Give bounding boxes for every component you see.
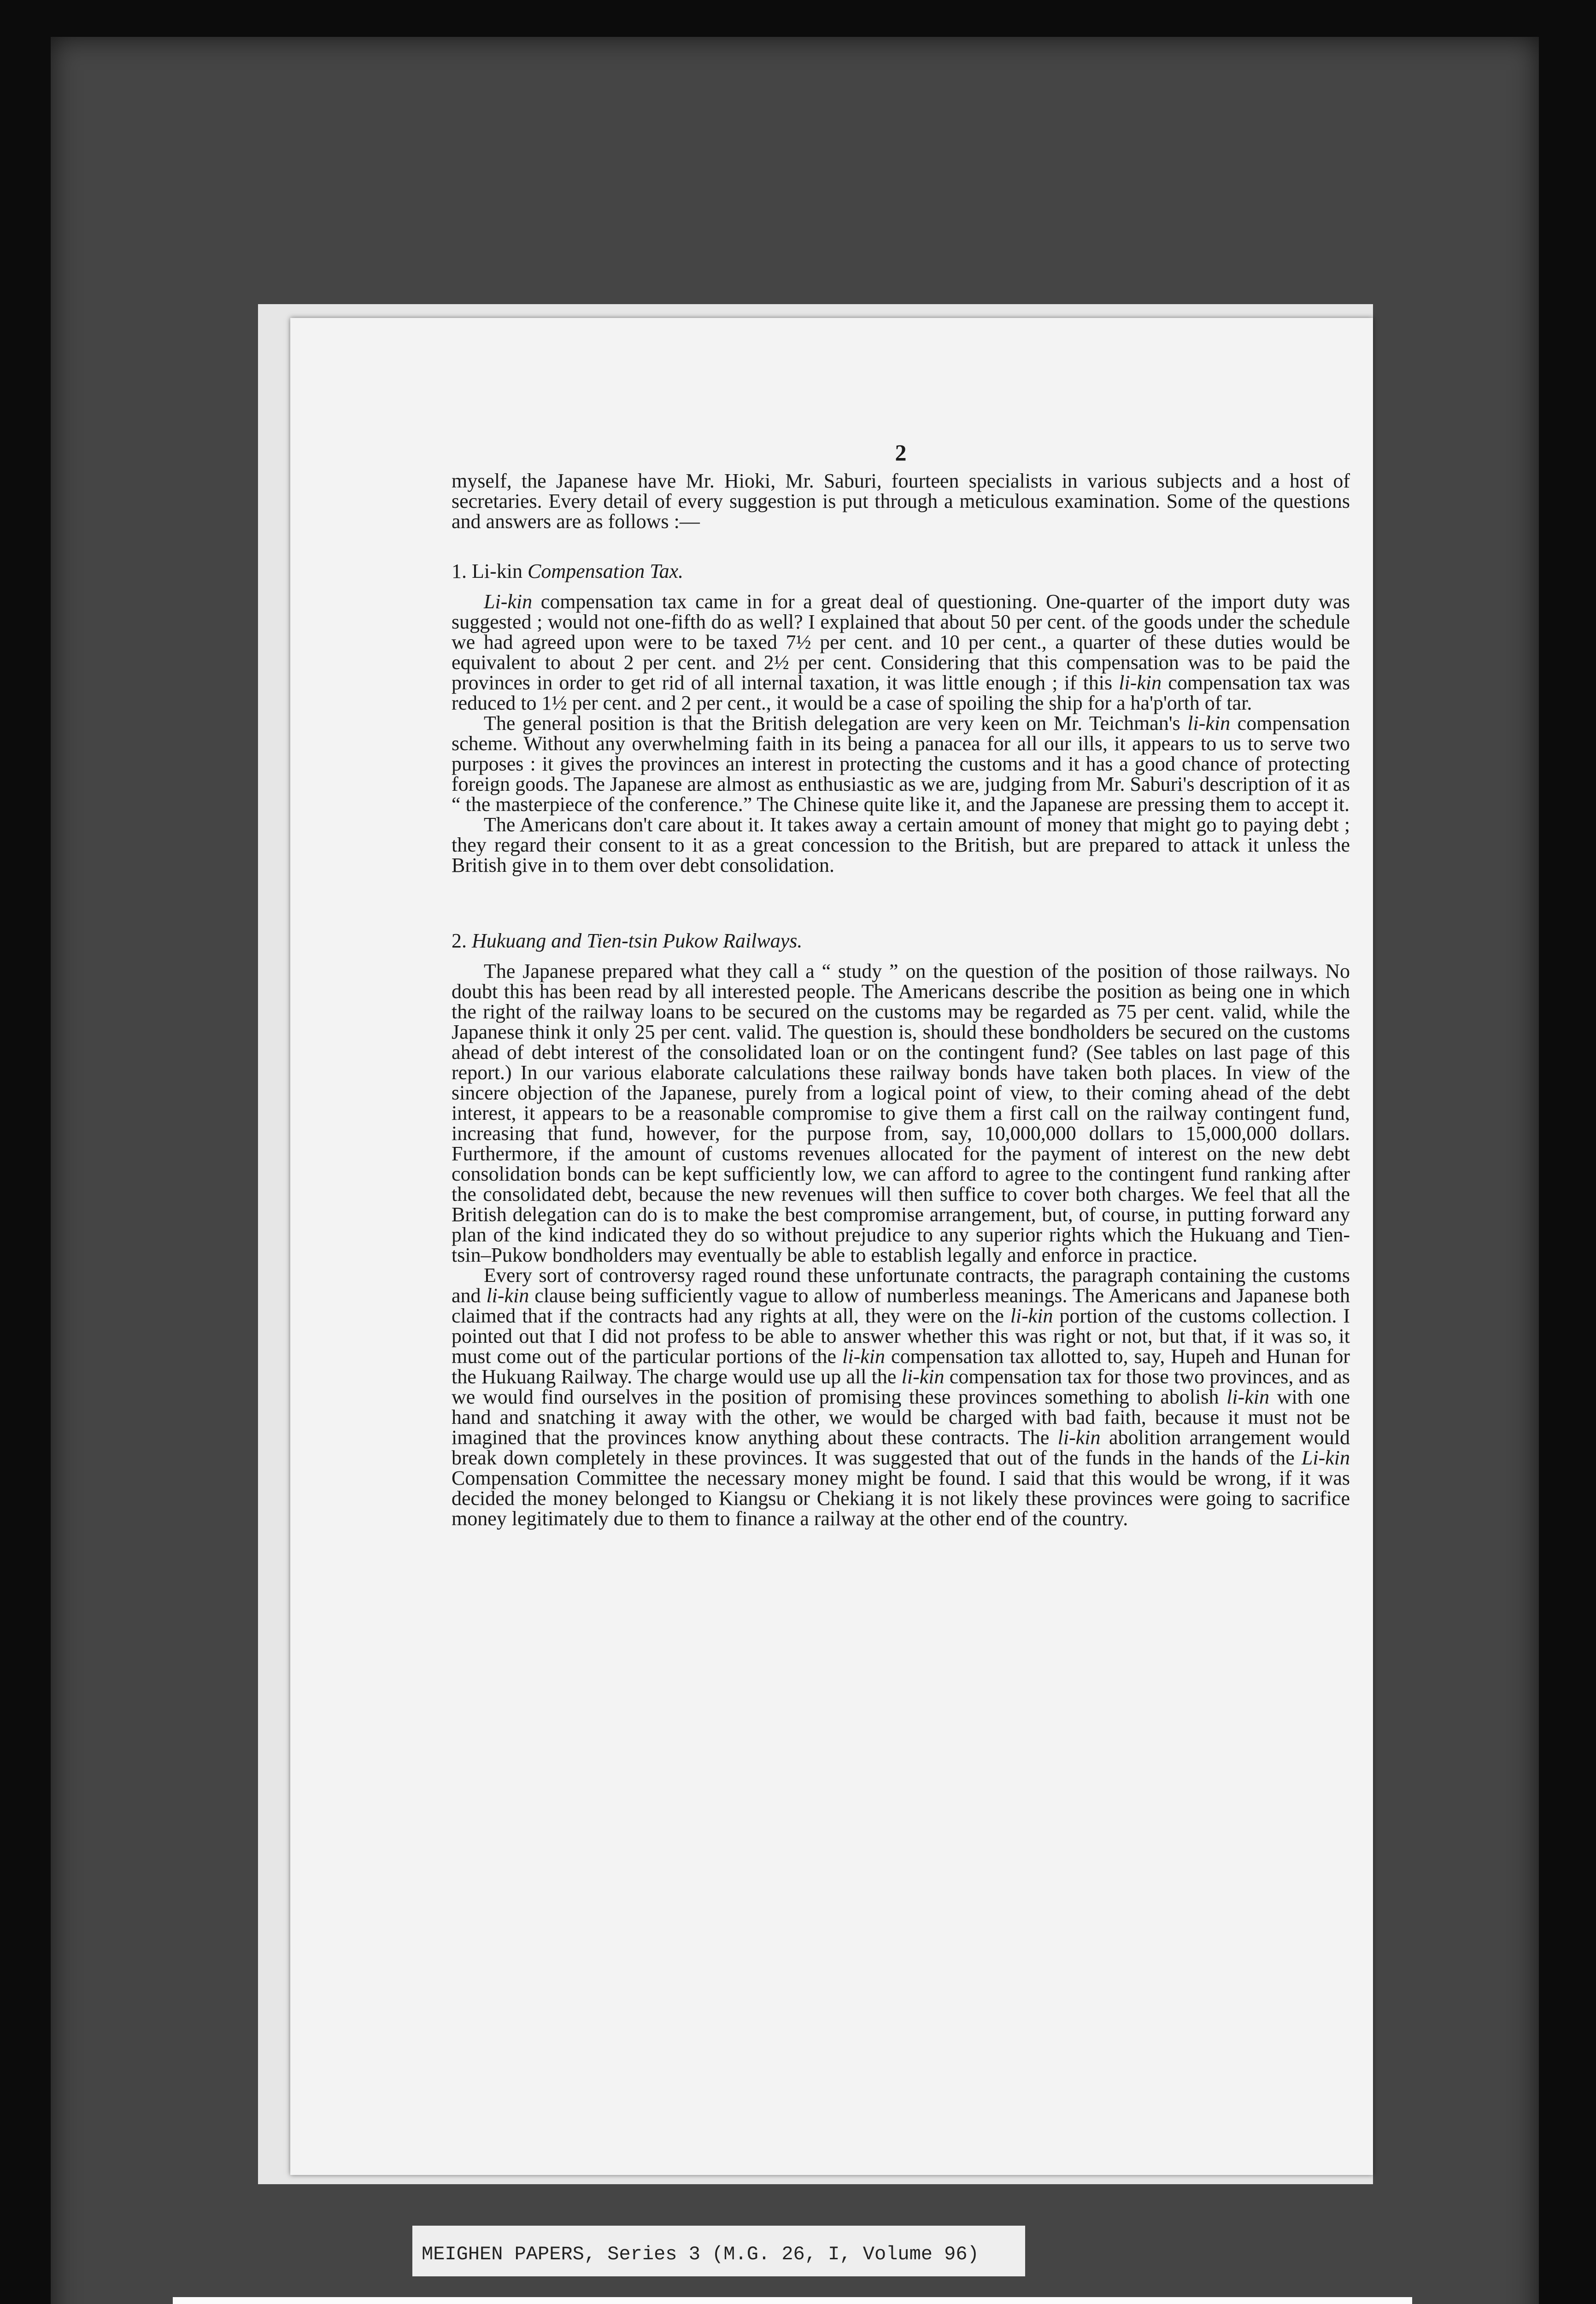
page-number: 2 xyxy=(895,440,907,465)
archive-card xyxy=(173,2297,1412,2304)
section-2-paragraph-2: Every sort of controversy raged round these unfortunate contracts, the paragraph containing the customs and li-kin clause being sufficiently vague to allow of numberless meanings. The Americans and Japanese both claimed that if the contracts had any rights at all, they were on the li-kin portion of the customs collection. I pointed out that I did not profess to be able to answer whether this was right or not, but that, if it was so, it must come out of the particular portions of the li-kin compensation tax allotted to, say, Hupeh and Hunan for the Hukuang Railway. The charge would use up all the li-kin compensation tax for those two provinces, and as we would find ourselves in the position of promising these provinces something to abolish li-kin with one hand and snatching it away with the other, we would be charged with bad faith, because it must not be imagined that the provinces know anything about these contracts. The li-kin abolition arrangement would break down completely in these provinces. It was suggested that out of the funds in the hands of the Li-kin Compensation Committee the necessary money might be found. I said that this would be wrong, if it was decided the money belonged to Kiangsu or Chekiang it is not likely these provinces were going to sacrifice money legitimately due to them to finance a railway at the other end of the country. xyxy=(452,1264,1350,1530)
section-1-heading xyxy=(452,561,1350,582)
reference-label xyxy=(412,2226,1025,2276)
intro-paragraph: myself, the Japanese have Mr. Hioki, Mr. Saburi, fourteen specialists in various subjects and a host of secretaries. Every detail of every suggestion is put through a meticulous examination. Some of the questions and answers are as follows :— xyxy=(452,470,1350,533)
section-1-paragraph-3: The Americans don't care about it. It takes away a certain amount of money that might go to paying debt ; they regard their consent to it as a great concession to the British, but are prepared to attack it unless the British give in to them over debt consolidation. xyxy=(452,813,1350,876)
section-1-paragraph-1: Li-kin compensation tax came in for a great deal of questioning. One-quarter of the import duty was suggested ; would not one-fifth do as well? I explained that about 50 per cent. of the goods under the schedule we had agreed upon were to be taxed 7½ per cent. and 10 per cent., a quarter of these duties would be equivalent to about 2 per cent. and 2½ per cent. Considering that this compensation was to be paid the provinces in order to get rid of all internal taxation, it was little enough ; if this li-kin compensation tax was reduced to 1½ per cent. and 2 per cent., it would be a case of spoiling the ship for a ha'p'orth of tar. xyxy=(452,590,1350,714)
section-2-title: Hukuang and Tien-tsin Pukow Railways. xyxy=(472,929,803,952)
section-2-number: 2. xyxy=(452,929,467,952)
document-text xyxy=(452,442,1350,1529)
section-1-paragraph-2: The general position is that the British delegation are very keen on Mr. Teichman's li-kin compensation scheme. Without any overwhelming faith in its being a panacea for all our ills, it appears to us to serve two purposes : it gives the provinces an interest in protecting the customs and it has a good chance of protecting foreign goods. The Japanese are almost as enthusiastic as we are, judging from Mr. Saburi's description of it as “ the masterpiece of the conference.” The Chinese quite like it, and the Japanese are pressing them to accept it. xyxy=(452,712,1350,816)
section-1-title-plain: Li-kin xyxy=(472,560,522,582)
section-1-number: 1. xyxy=(452,560,467,582)
section-1-title-italic: Compensation Tax. xyxy=(527,560,684,582)
section-2-paragraph-1: The Japanese prepared what they call a “ study ” on the question of the position of those railways. No doubt this has been read by all interested people. The Americans describe the position as being one in which the right of the railway loans to be secured on the customs may be regarded as 75 per cent. valid, while the Japanese think it only 25 per cent. valid. The question is, should these bondholders be secured on the customs ahead of debt interest of the consolidated loan or on the contingent fund? (See tables on last page of this report.) In our various elaborate calculations these railway bonds have taken both places. In view of the sincere objection of the Japanese, purely from a logical point of view, to their coming ahead of the debt interest, it appears to be a reasonable compromise to give them a first call on the railway contingent fund, increasing that fund, however, for the purpose from, say, 10,000,000 dollars to 15,000,000 dollars. Furthermore, if the amount of customs revenues allocated for the payment of interest on the new debt consolidation bonds can be kept sufficiently low, we can afford to agree to the contingent fund ranking after the consolidated debt, because the new revenues will then suffice to cover both charges. We feel that all the British delegation can do is to make the best compromise arrangement, but, of course, in putting forward any plan of the kind indicated they do so without prejudice to any superior rights which the Hukuang and Tien-tsin–Pukow bondholders may eventually be able to establish legally and enforce in practice. xyxy=(452,960,1350,1266)
reference-label-text: MEIGHEN PAPERS, Series 3 (M.G. 26, I, Volume 96) xyxy=(422,2243,979,2265)
section-2-heading xyxy=(452,931,1350,951)
